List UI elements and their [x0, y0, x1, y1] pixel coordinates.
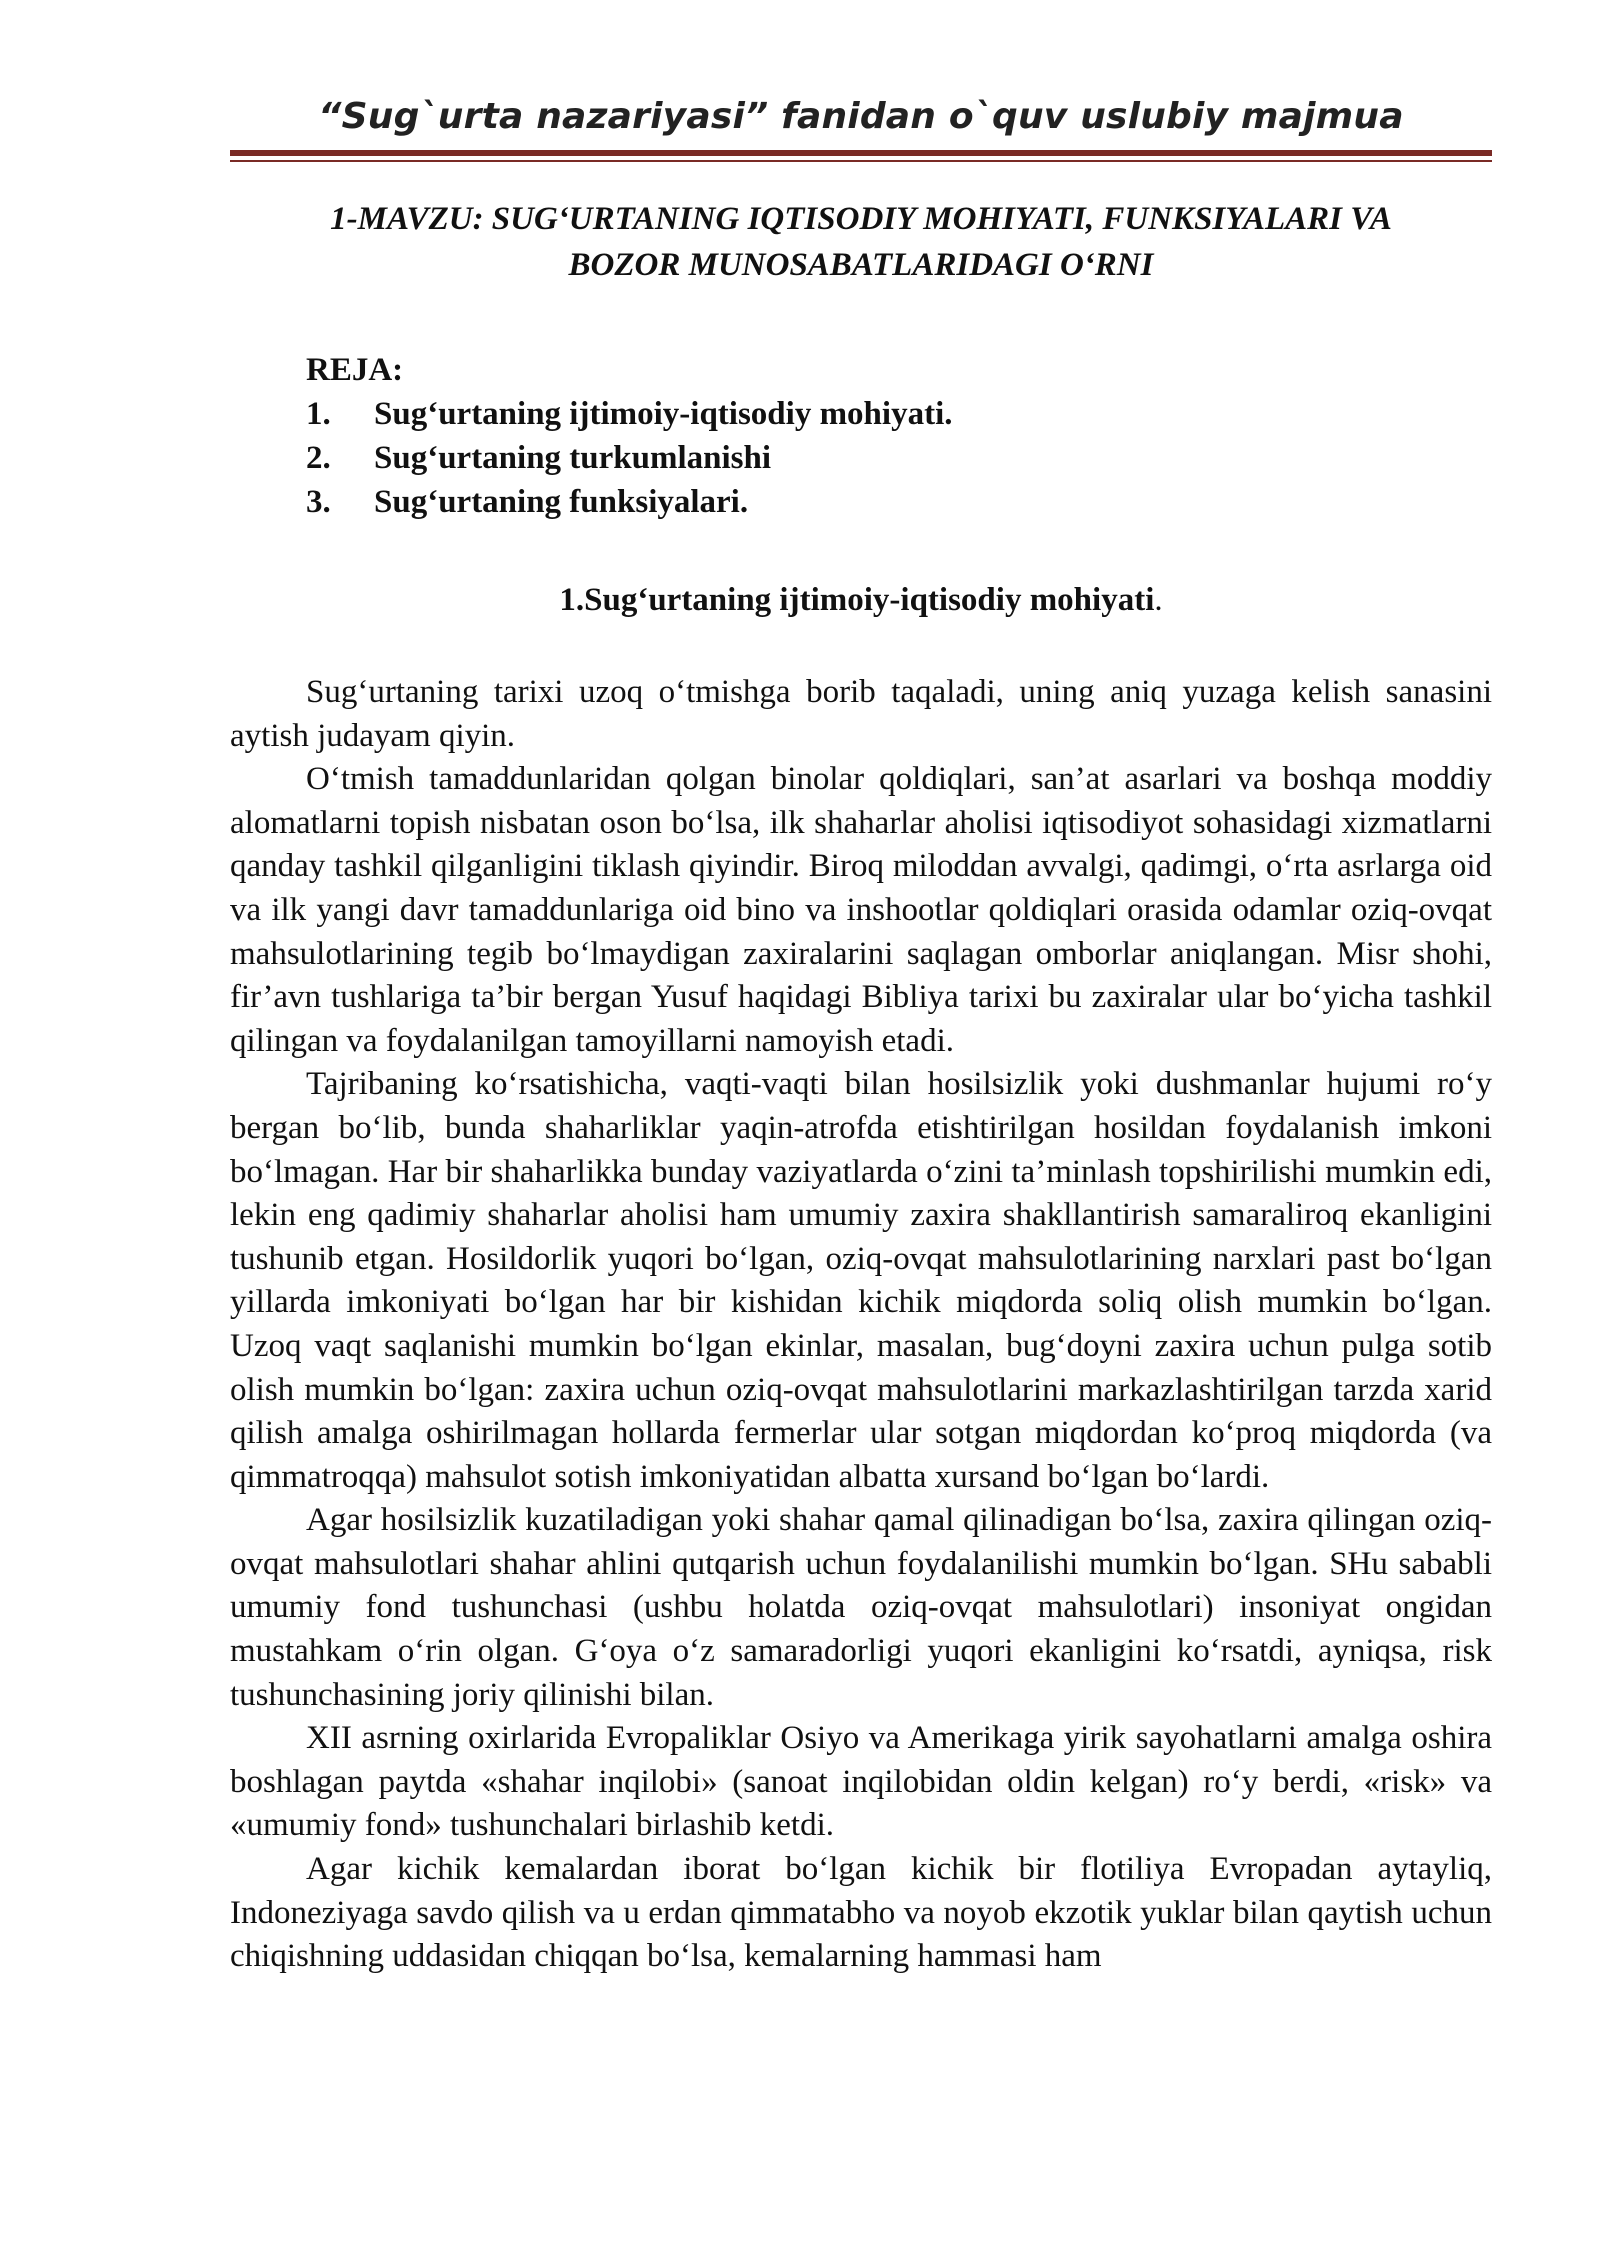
plan-item-number: 2.: [306, 440, 331, 476]
plan-item: [306, 436, 1406, 480]
header-rule-thin: [230, 160, 1492, 162]
paragraph: Agar hosilsizlik kuzatiladigan yoki shahar qamal qilinadigan bo‘lsa, zaxira qilingan oziq-ovqat mahsulotlari shahar ahlini qutqarish uchun foydalanilishi mumkin bo‘lgan. SHu sababli umumiy fond tushunchasi (ushbu holatda oziq-ovqat mahsulotlari) insoniyat ongidan mustahkam o‘rin olgan. G‘oya o‘z samaradorligi yuqori ekanligini ko‘rsatdi, ayniqsa, risk tushunchasining joriy qilinishi bilan.: [230, 1502, 1492, 1713]
topic-title: [230, 196, 1492, 288]
plan-item-text: Sug‘urtaning ijtimoiy-iqtisodiy mohiyati.: [374, 396, 953, 432]
plan-section: [306, 348, 1406, 524]
section-heading-suffix: .: [1154, 582, 1163, 618]
topic-title-line-2: BOZOR MUNOSABATLARIDAGI O‘RNI: [568, 247, 1154, 283]
plan-item-text: Sug‘urtaning turkumlanishi: [374, 440, 772, 476]
plan-heading: REJA:: [306, 352, 404, 388]
section-heading-text: 1.Sug‘urtaning ijtimoiy-iqtisodiy mohiyati: [559, 582, 1155, 618]
paragraph: Tajribaning ko‘rsatishicha, vaqti-vaqti bilan hosilsizlik yoki dushmanlar hujumi ro‘y bergan bo‘lib, bunda shaharliklar yaqin-atrofda etishtirilgan hosildan foydalanish imkoni bo‘lmagan. Har bir shaharlikka bunday vaziyatlarda o‘zini ta’minlash topshirilishi mumkin edi, lekin eng qadimiy shaharlar aholisi ham umumiy zaxira shakllantirish samaraliroq ekanligini tushunib etgan. Hosildorlik yuqori bo‘lgan, oziq-ovqat mahsulotlarining narxlari past bo‘lgan yillarda imkoniyati bo‘lgan har bir kishidan kichik miqdorda soliq olish mumkin bo‘lgan. Uzoq vaqt saqlanishi mumkin bo‘lgan ekinlar, masalan, bug‘doyni zaxira uchun pulga sotib olish mumkin bo‘lgan: zaxira uchun oziq-ovqat mahsulotlarini markazlashtirilgan tarzda xarid qilish amalga oshirilmagan hollarda fermerlar ular sotgan miqdordan ko‘proq miqdorda (va qimmatroqqa) mahsulot sotish imkoniyatidan albatta xursand bo‘lgan bo‘lardi.: [230, 1066, 1492, 1495]
paragraph: Sug‘urtaning tarixi uzoq o‘tmishga borib taqaladi, uning aniq yuzaga kelish sanasini aytish judayam qiyin.: [230, 674, 1492, 754]
body-text: [230, 671, 1492, 1979]
topic-title-line-1: 1-MAVZU: SUG‘URTANING IQTISODIY MOHIYATI, FUNKSIYALARI VA: [330, 201, 1392, 237]
header-rule-thick: [230, 150, 1492, 156]
plan-item-number: 1.: [306, 396, 331, 432]
plan-item: [306, 480, 1406, 524]
paragraph: XII asrning oxirlarida Evropaliklar Osiyo va Amerikaga yirik sayohatlarni amalga oshira boshlagan paytda «shahar inqilobi» (sanoat inqilobidan oldin kelgan) ro‘y berdi, «risk» va «umumiy fond» tushunchalari birlashib ketdi.: [230, 1720, 1492, 1844]
plan-item-text: Sug‘urtaning funksiyalari.: [374, 484, 749, 520]
plan-item: [306, 392, 1406, 436]
section-heading: [230, 578, 1492, 622]
paragraph: Agar kichik kemalardan iborat bo‘lgan kichik bir flotiliya Evropadan aytayliq, Indoneziyaga savdo qilish va u erdan qimmatabho va noyob ekzotik yuklar bilan qaytish uchun chiqishning uddasidan chiqqan bo‘lsa, kemalarning hammasi ham: [230, 1851, 1492, 1975]
plan-item-number: 3.: [306, 484, 331, 520]
paragraph: O‘tmish tamaddunlaridan qolgan binolar qoldiqlari, san’at asarlari va boshqa moddiy alomatlarni topish nisbatan oson bo‘lsa, ilk shaharlar aholisi iqtisodiyot sohasidagi xizmatlarni qanday tashkil qilganligini tiklash qiyindir. Biroq miloddan avvalgi, qadimgi, o‘rta asrlarga oid va ilk yangi davr tamaddunlariga oid bino va inshootlar qoldiqlari orasida odamlar oziq-ovqat mahsulotlarining tegib bo‘lmaydigan zaxiralarini saqlagan omborlar aniqlangan. Misr shohi, fir’avn tushlariga ta’bir bergan Yusuf haqidagi Bibliya tarixi bu zaxiralar ular bo‘yicha tashkil qilingan va foydalanilgan tamoyillarni namoyish etadi.: [230, 761, 1492, 1059]
running-header: “Sug`urta nazariyasi” fanidan o`quv uslubiy majmua: [318, 96, 1404, 137]
